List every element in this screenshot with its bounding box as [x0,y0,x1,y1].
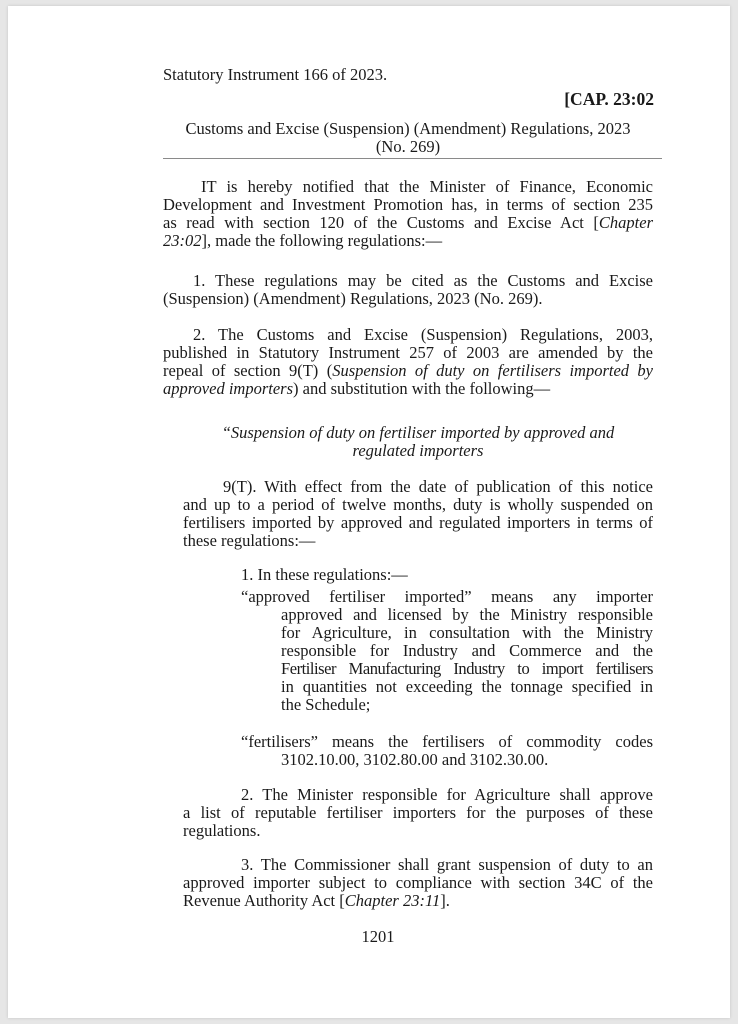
subsection-3-paragraph: 3. The Commissioner shall grant suspension of duty to an approved importer subject to compliance with section 34C of the Revenue Authority Act [Chapter 23:11]. [183,855,653,910]
section-1-paragraph: 1. These regulations may be cited as the Customs and Excise (Suspension) (Amendment) Regulations, 2023 (No. 269). [163,271,653,308]
intro-paragraph: IT is hereby notified that the Minister of Finance, Economic Development and Investment Promotion has, in terms of section 235 as read with section 120 of the Customs and Excise Act [Chapter 23:02], made the following regulations:— [163,177,653,250]
statutory-instrument-number: Statutory Instrument 166 of 2023. [163,65,388,84]
chapter-reference: [CAP. 23:02 [564,89,654,109]
document-page [8,6,730,1018]
section-2-paragraph: 2. The Customs and Excise (Suspension) Regulations, 2003, published in Statutory Instrument 257 of 2003 are amended by the repeal of section 9(T) (Suspension of duty on fertilisers imported by approved importers) and substitution with the following— [163,325,654,398]
section-9t-paragraph: 9(T). With effect from the date of publication of this notice and up to a period of twelve months, duty is wholly suspended on fertilisers imported by approved and regulated importers in terms of these regulations:— [183,477,653,550]
regulations-title: Customs and Excise (Suspension) (Amendment) Regulations, 2023 (No. 269) [185,119,631,156]
subsection-1-intro: 1. In these regulations:— [241,565,408,584]
header-rule [163,158,662,159]
page-number: 1201 [361,927,395,946]
new-section-heading: “Suspension of duty on fertiliser imported by approved and regulated importers [221,423,615,460]
subsection-2-paragraph: 2. The Minister responsible for Agriculture shall approve a list of reputable fertiliser importers for the purposes of these regulations. [183,785,653,840]
definition-fertilisers: “fertilisers” means the fertilisers of commodity codes 3102.10.00, 3102.80.00 and 3102.30.00. [241,732,653,769]
definition-approved-fertiliser: “approved fertiliser imported” means any importer approved and licensed by the Ministry responsible for Agriculture, in consultation with the Ministry responsible for Industry and Commerce and the Fertiliser Manufacturing Industry to import fertilisers in quantities not exceeding the tonnage specified in the Schedule; [241,587,653,714]
